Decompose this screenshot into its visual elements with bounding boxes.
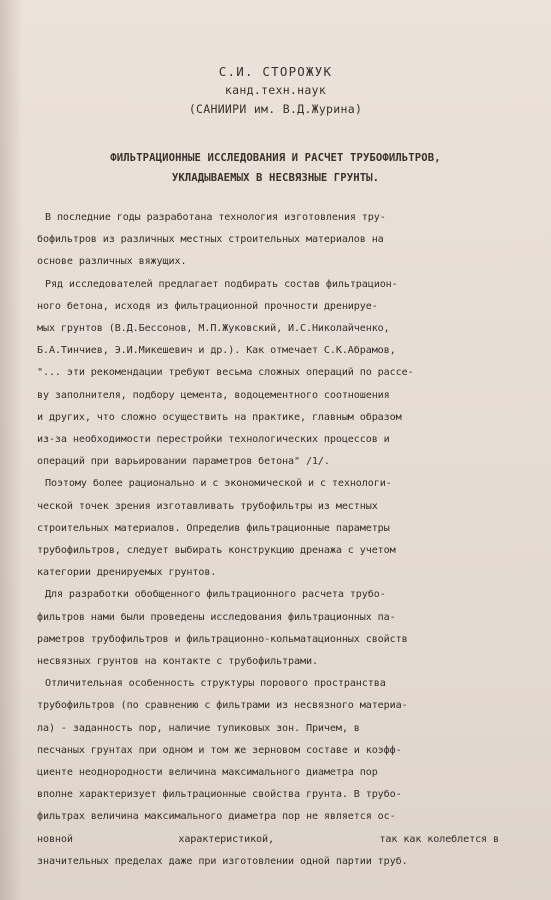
- body-line: несвязных грунтов на контакте с трубофильтрами.: [37, 656, 318, 668]
- body-line: основе различных вяжущих.: [37, 256, 187, 268]
- author-institution: (САНИИРИ им. В.Д.Журина): [188, 102, 363, 116]
- body-line: Поэтому более рационально и с экономической и с технологи-: [45, 478, 392, 490]
- title-line-2: УКЛАДЫВАЕМЫХ В НЕСВЯЗНЫЕ ГРУНТЫ.: [171, 172, 380, 184]
- body-line: вполне характеризует фильтрационные свойства грунта. В трубо-: [37, 789, 402, 801]
- body-line: В последние годы разработана технология изготовления тру-: [45, 212, 386, 223]
- author-header: [0, 62, 551, 119]
- body-line: трубофильтров (по сравнению с фильтрами из несвязного материа-: [37, 700, 408, 712]
- body-line: значительных пределах даже при изготовлении одной партии труб.: [37, 855, 408, 867]
- body-line: и других, что сложно осуществить на практике, главным образом: [37, 411, 402, 423]
- body-line: мых грунтов (В.Д.Бессонов, М.П.Жуковский, И.С.Николайченко,: [37, 323, 390, 335]
- body-line: фильтрах величина максимального диаметра пор не является ос-: [37, 811, 396, 823]
- body-line: категории дренируемых грунтов.: [37, 567, 217, 579]
- body-line: Б.А.Тинчиев, Э.И.Микешевич и др.). Как отмечает С.К.Абрамов,: [37, 345, 396, 357]
- body-line-part: характеристикой,: [178, 833, 274, 845]
- body-line-part: новной: [37, 833, 73, 845]
- body-line: из-за необходимости перестройки технологических процессов и: [37, 434, 390, 446]
- article-body: [37, 207, 499, 873]
- body-line-part: так как колеблется в: [379, 833, 499, 845]
- body-line: Ряд исследователей предлагает подбирать состав фильтрацион-: [45, 278, 398, 290]
- body-line: песчаных грунтах при одном и том же зерновом составе и коэфф-: [37, 744, 402, 756]
- body-line: Отличительная особенность структуры порового пространства: [45, 678, 386, 690]
- body-line: строительных материалов. Определив фильтрационные параметры: [37, 522, 390, 534]
- body-line: Для разработки обобщенного фильтрационного расчета трубо-: [45, 589, 386, 601]
- body-line: ла) - заданность пор, наличие тупиковых зон. Причем, в: [37, 722, 360, 734]
- body-line: "... эти рекомендации требуют весьма сложных операций по рассе-: [37, 367, 414, 379]
- body-line-spread: [37, 829, 499, 851]
- body-line: ного бетона, исходя из фильтрационной прочности дренируе-: [37, 300, 378, 312]
- body-line: бофильтров из различных местных строительных материалов на: [37, 234, 384, 246]
- article-title: [0, 148, 551, 188]
- body-line: ческой точек зрения изготавливать трубофильтры из местных: [37, 500, 378, 512]
- body-line: ву заполнителя, подбору цемента, водоцементного соотношения: [37, 389, 390, 401]
- body-line: фильтров нами были проведены исследования фильтрационных па-: [37, 611, 396, 623]
- title-line-1: ФИЛЬТРАЦИОННЫЕ ИССЛЕДОВАНИЯ И РАСЧЕТ ТРУБОФИЛЬТРОВ,: [110, 152, 441, 164]
- body-line: циенте неоднородности величина максимального диаметра пор: [37, 767, 378, 779]
- body-line: раметров трубофильтров и фильтрационно-кольматационных свойств: [37, 633, 408, 645]
- author-degree: канд.техн.наук: [224, 83, 327, 97]
- body-line: трубофильтров, следует выбирать конструкцию дренажа с учетом: [37, 545, 396, 557]
- body-line: операций при варьировании параметров бетона" /1/.: [37, 456, 330, 468]
- author-name: С.И. СТОРОЖУК: [218, 64, 333, 79]
